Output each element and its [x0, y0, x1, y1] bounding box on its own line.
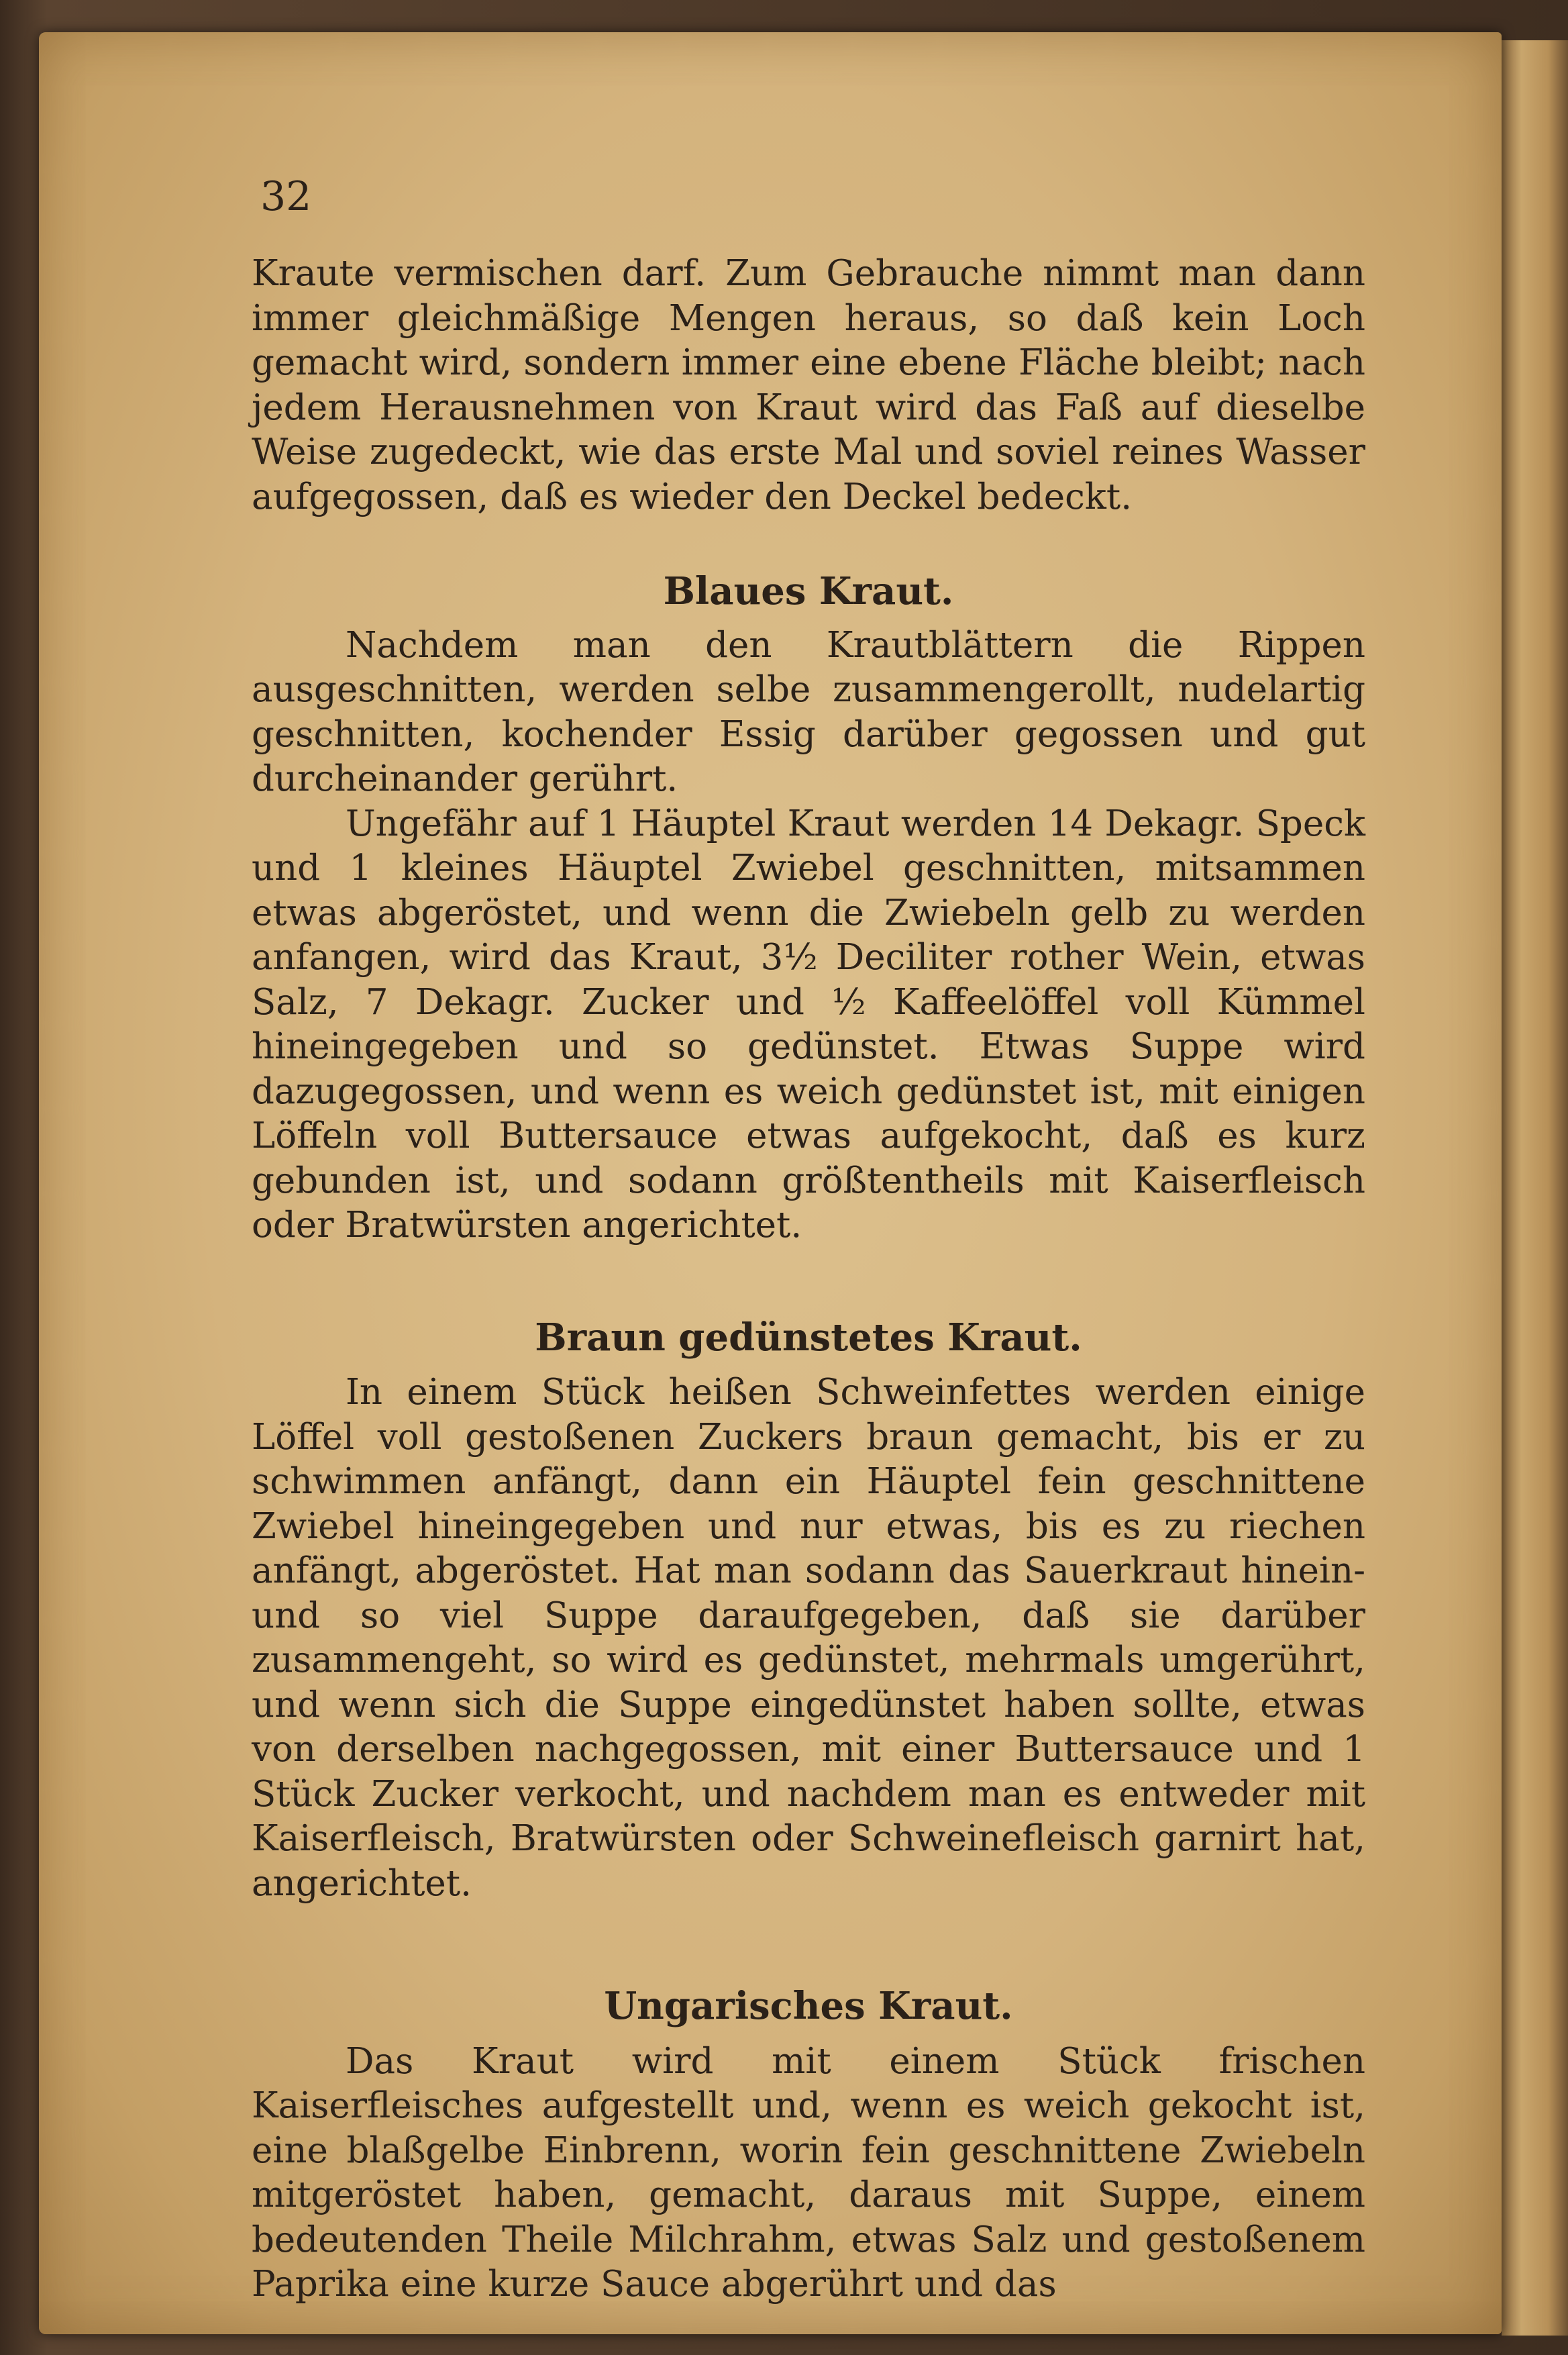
heading-braun-gedunstetes-kraut: Braun gedünstetes Kraut.	[535, 1315, 1082, 1360]
paragraph: In einem Stück heißen Schweinfettes werden einige Löffel voll gestoßenen Zuckers braun gemacht, bis er zu schwimmen anfängt, dann ein Häuptel fein geschnittene Zwiebel hineingegeben und nur etwas, bis es zu riechen anfängt, abgeröstet. Hat man sodann das Sauerkraut hinein- und so viel Suppe daraufgegeben, daß sie darüber zusammengeht, so wird es gedünstet, mehrmals umgerührt, und wenn sich die Suppe eingedünstet haben sollte, etwas von derselben nachgegossen, mit einer Buttersauce und 1 Stück Zucker verkocht, und nachdem man es entweder mit Kaiserfleisch, Bratwürsten oder Schweinefleisch garnirt hat, angerichtet.	[252, 1372, 1365, 1904]
continued-paragraph: Kraute vermischen darf. Zum Gebrauche nimmt man dann immer gleichmäßige Mengen heraus, so daß kein Loch gemacht wird, sondern immer eine ebene Fläche bleibt; nach jedem Herausnehmen von Kraut wird das Faß auf dieselbe Weise zugedeckt, wie das erste Mal und soviel reines Wasser aufgegossen, daß es wieder den Deckel bedeckt.	[252, 253, 1365, 517]
heading-blaues-kraut: Blaues Kraut.	[663, 569, 954, 613]
body-text	[252, 252, 1365, 2307]
paragraph: Nachdem man den Krautblättern die Rippen ausgeschnitten, werden selbe zusammengerollt, nudelartig geschnitten, kochender Essig darüber gegossen und gut durcheinander gerührt.	[252, 624, 1365, 799]
paragraph: Ungefähr auf 1 Häuptel Kraut werden 14 Dekagr. Speck und 1 kleines Häuptel Zwiebel geschnitten, mitsammen etwas abgeröstet, und wenn die Zwiebeln gelb zu werden anfangen, wird das Kraut, 3½ Deciliter rother Wein, etwas Salz, 7 Dekagr. Zucker und ½ Kaffeelöffel voll Kümmel hineingegeben und so gedünstet. Etwas Suppe wird dazugegossen, und wenn es weich gedünstet ist, mit einigen Löffeln voll Buttersauce etwas aufgekocht, daß es kurz gebunden ist, und sodann größtentheils mit Kaiserfleisch oder Bratwürsten angerichtet.	[252, 803, 1365, 1246]
heading-ungarisches-kraut: Ungarisches Kraut.	[604, 1984, 1013, 2028]
paragraph: Das Kraut wird mit einem Stück frischen Kaiserfleisches aufgestellt und, wenn es weich gekocht ist, eine blaßgelbe Einbrenn, worin fein geschnittene Zwiebeln mitgeröstet haben, gemacht, daraus mit Suppe, einem bedeutenden Theile Milchrahm, etwas Salz und gestoßenem Paprika eine kurze Sauce abgerührt und das	[252, 2040, 1365, 2305]
page-edge	[1502, 40, 1568, 2336]
page-number: 32	[260, 173, 312, 220]
